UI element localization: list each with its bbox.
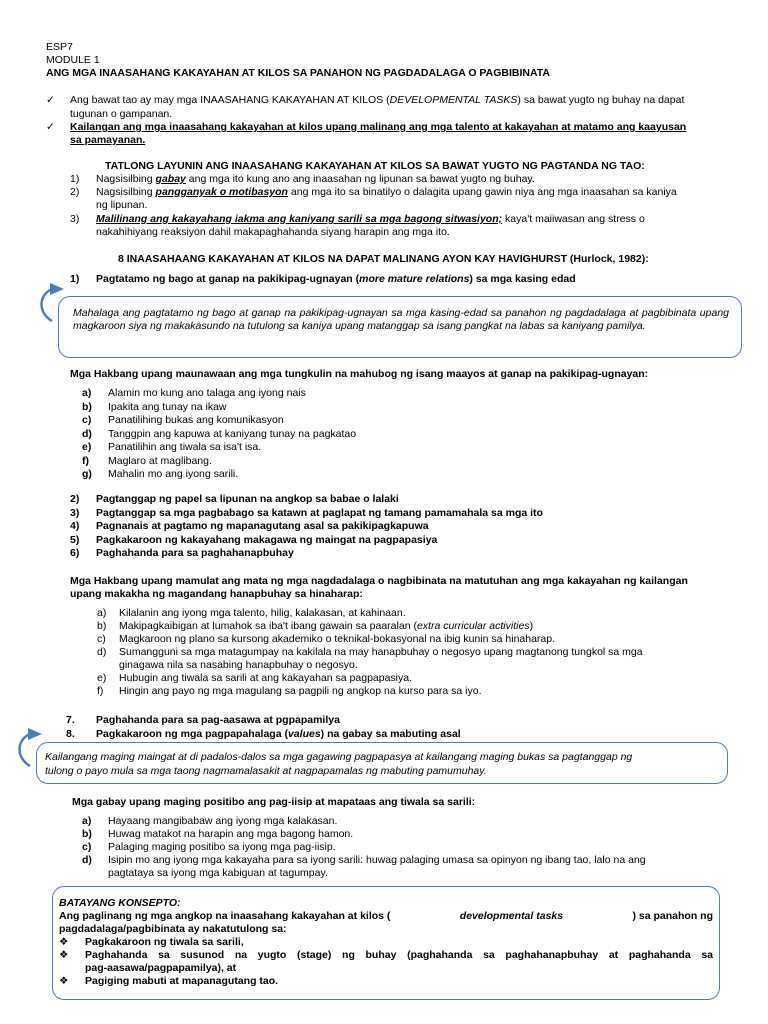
list-item-letter: c): [82, 414, 92, 426]
list-item-letter: a): [97, 607, 107, 619]
list-item-text: Huwag matakot na harapin ang mga bagong hamon.: [108, 828, 354, 840]
check-item-1-emphasis: DEVELOPMENTAL TASKS: [389, 94, 518, 106]
module-label: MODULE 1: [46, 54, 100, 66]
item-number: 7.: [66, 714, 75, 726]
item-number: 6): [70, 547, 80, 559]
explanation-text-2-line2: tulong o payo mula sa mga taong nagmamalasakit at nagpapamalas ng mabuting pamumuhay.: [45, 765, 487, 777]
item-number: 5): [70, 533, 80, 546]
explanation-text-2: Kailangang maging maingat at di padalos-dalos sa mga gagawing pagpapasya at kailangang maging bukas sa pagtanggap ng: [45, 751, 633, 763]
list-item-letter: a): [82, 815, 92, 827]
havighurst-heading: 8 INAASAHAANG KAKAYAHAN AT KILOS NA DAPAT MALINANG AYON KAY HAVIGHURST (Hurlock, 1982):: [118, 253, 649, 265]
check-item-1-line2: tugunan o gampanan.: [70, 108, 173, 120]
list-item-text: Panatilihin ang tiwala sa isa't isa.: [108, 441, 262, 453]
list-item-letter: f): [97, 685, 104, 697]
layunin-item-emphasis: gabay: [155, 173, 186, 185]
list-item-text: Maglaro at maglibang.: [108, 454, 212, 467]
check-item-1-text-end: ) sa bawat yugto ng buhay na dapat: [517, 94, 685, 106]
item-text: Pagtanggap sa mga pagbabago sa katawn at paglapat ng tamang pamamahala sa mga ito: [96, 506, 543, 519]
layunin-item-num: 1): [70, 173, 80, 185]
list-item-letter: e): [82, 441, 92, 453]
hakbang-2-heading-line2: upang makakha ng magandang hanapbuhay sa hinaharap:: [70, 588, 363, 600]
layunin-item-text: Nagsisilbing: [96, 173, 156, 185]
bullet-text: Pagiging mabuti at mapanagutang tao.: [85, 975, 279, 987]
item-text: ) na gabay sa mabuting asal: [320, 728, 461, 740]
item-text: Pagtanggap ng papel sa lipunan na angkop sa babae o lalaki: [96, 493, 399, 505]
item-text: Paghahanda para sa pag-aasawa at pgpapamilya: [96, 714, 340, 726]
checkmark-icon: ✓: [46, 121, 55, 133]
checkmark-icon: ✓: [46, 94, 55, 106]
layunin-item-text: Nagsisilbing: [96, 186, 156, 198]
item-text: Pagtatamo ng bago at ganap na pakikipag-ugnayan (: [96, 273, 360, 285]
hakbang-2-heading: Mga Hakbang upang mamulat ang mata ng mga nagdadalaga o nagbibinata na matutuhan ang mga kakayahan ng kailangan: [70, 575, 688, 587]
diamond-bullet-icon: ❖: [59, 936, 69, 948]
list-item-letter: a): [82, 387, 92, 399]
list-item-text: Hayaang mangibabaw ang iyong mga kalakasan.: [108, 815, 338, 827]
list-item-text: Ipakita ang tunay na ikaw: [108, 400, 227, 413]
item-text: Pagkakaroon ng kakayahang makagawa ng maingat na pagpapasiya: [96, 533, 438, 546]
list-item-content: [119, 672, 412, 685]
bullet-text: Paghahanda sa susunod na yugto (stage) ng buhay (paghahanda sa paghahanapbuhay at paghahanda sa: [85, 949, 713, 961]
check-item-2-text: Kailangan ang mga inaasahang kakayahan at kilos upang malinang ang mga talento at kakayahan at matamo ang kaayusan: [70, 121, 687, 133]
layunin-item-text: ang mga ito kung ano ang inaasahan ng lipunan sa bawat yugto ng buhay.: [185, 173, 535, 185]
layunin-item-line2: nakahihiyang reaksiyon dahil makapaghahanda siyang harapin ang mga ito.: [96, 226, 450, 238]
list-item-content: [119, 607, 406, 620]
diamond-bullet-icon: ❖: [59, 949, 69, 961]
list-item-text-end: ): [529, 620, 534, 632]
layunin-item-text: ang mga ito sa binatilyo o dalagita upang gawin niya ang mga inaasahan sa kaniya: [287, 186, 677, 198]
batayang-text: ) sa panahon ng: [632, 910, 713, 922]
list-item-letter: d): [82, 854, 92, 866]
item-number: 1): [70, 273, 80, 285]
explanation-box-1: [58, 296, 742, 358]
check-item-2: [46, 121, 726, 149]
list-item-content: [119, 633, 555, 646]
item-emphasis: more mature relations: [359, 273, 470, 285]
batayang-line2: pagdadalaga/pagbibinata ay nakatutulong sa:: [59, 923, 287, 935]
check-item-1: [46, 94, 721, 122]
list-item-text: Sumangguni sa mga matagumpay na kakilala na may hanapbuhay o negosyo upang magtanong tungkol sa mga: [119, 646, 643, 658]
bullet-text-line2: pag-aasawa/pagpapamilya), at: [85, 962, 237, 974]
gabay-heading: Mga gabay upang maging positibo ang pag-iisip at mapataas ang tiwala sa sarili:: [72, 796, 476, 808]
check-item-1-text: Ang bawat tao ay may mga INAASAHANG KAKAYAHAN AT KILOS (: [70, 94, 390, 106]
list-item-content: [119, 685, 482, 698]
list-item-letter: e): [97, 672, 107, 684]
item-text: Paghahanda para sa paghahanapbuhay: [96, 547, 294, 559]
list-item-text: Hingin ang payo ng mga magulang sa pagpili ng angkop na kurso para sa iyo.: [119, 685, 482, 697]
list-item-letter: b): [97, 620, 107, 632]
list-item-line2: ginagawa nila sa nasabing hanapbuhay o negosyo.: [119, 659, 358, 671]
explanation-text-1: Mahalaga ang pagtatamo ng bago at ganap na pakikipag-ugnayan sa mga kasing-edad sa panahon ng pagdadalaga at pagbibinata upang magkaroon siya ng makakasundo na tutulong sa kaniya upang matanggap sa isang pangkat na labas sa kaniyang pamilya.: [73, 307, 729, 332]
list-item-letter: f): [82, 454, 89, 467]
list-item-text: Magkaroon ng plano sa kursong akademiko o teknikal-bokasyonal na ibig kunin sa hinaharap.: [119, 633, 556, 645]
list-item-letter: d): [82, 427, 92, 440]
batayang-konsepto-box: [52, 886, 720, 1000]
layunin-heading: TATLONG LAYUNIN ANG INAASAHANG KAKAYAHAN AT KILOS SA BAWAT YUGTO NG PAGTANDA NG TAO:: [105, 160, 645, 172]
list-item-letter: b): [82, 400, 92, 413]
list-item-letter: b): [82, 828, 92, 840]
item-text: ) sa mga kasing edad: [469, 273, 576, 285]
explanation-box-2: [36, 742, 728, 784]
item-emphasis: values: [287, 728, 321, 740]
list-item-text: Palaging maging positibo sa iyong mga pag-iisip.: [108, 841, 336, 853]
item-number: 4): [70, 520, 80, 532]
list-item-line2: pagtataya sa iyong mga kabiguan at tagumpay.: [108, 867, 328, 879]
list-item-letter: c): [82, 841, 92, 853]
batayang-emphasis: developmental tasks: [459, 910, 564, 922]
item-text: Pagkakaroon ng mga pagpapahalaga (: [96, 728, 288, 740]
list-item-text: Hubugin ang tiwala sa sarili at ang kakayahan sa pagpapasiya.: [119, 672, 413, 684]
list-item-content: [119, 646, 643, 659]
item-number: 2): [70, 493, 80, 505]
list-item-letter: d): [97, 646, 107, 658]
layunin-item-text: kaya't maiiwasan ang stress o: [502, 213, 645, 225]
hakbang-1-heading: Mga Hakbang upang maunawaan ang mga tungkulin na mahubog ng isang maayos at ganap na pakikipag-ugnayan:: [70, 368, 649, 380]
batayang-text: Ang paglinang ng mga angkop na inaasahang kakayahan at kilos (: [59, 910, 391, 922]
diamond-bullet-icon: ❖: [59, 975, 69, 987]
list-item-text: Tanggpin ang kapuwa at kaniyang tunay na pagkatao: [108, 427, 357, 440]
list-item-letter: g): [82, 468, 92, 480]
item-number: 3): [70, 506, 80, 519]
batayang-konsepto-heading: BATAYANG KONSEPTO:: [59, 897, 181, 909]
item-text: Pagnanais at pagtamo ng mapanagutang asal sa pakikipagkapuwa: [96, 520, 429, 532]
batayang-line1: [59, 910, 713, 923]
bullet-text: Pagkakaroon ng tiwala sa sarili,: [85, 936, 244, 948]
layunin-item-emphasis: pangganyak o motibasyon: [155, 186, 288, 198]
list-item-text: Kilalanin ang iyong mga talento, hilig, kalakasan, at kahinaan.: [119, 607, 406, 619]
list-item-content: [119, 620, 533, 633]
layunin-item-line2: ng lipunan.: [96, 199, 148, 211]
check-item-2-line2: sa pamayanan.: [70, 134, 146, 146]
list-item-text: Makipagkaibigan at lumahok sa iba't ibang gawain sa paaralan (: [119, 620, 417, 632]
list-item-text: Mahalin mo ang iyong sarili.: [108, 468, 239, 480]
list-item-letter: c): [97, 633, 106, 645]
layunin-item-num: 3): [70, 213, 80, 225]
list-item-text: Panatilihing bukas ang komunikasyon: [108, 414, 284, 426]
list-item-emphasis: extra curricular activities: [416, 620, 530, 632]
subject-label: ESP7: [46, 41, 73, 53]
layunin-item-num: 2): [70, 186, 80, 198]
list-item-text: Isipin mo ang iyong mga kakayaha para sa iyong sarili: huwag palaging umasa sa opinyon ng ibang tao, lalo na ang: [108, 854, 646, 866]
layunin-item-emphasis: Malilinang ang kakayahang iakma ang kaniyang sarili sa mga bagong sitwasiyon;: [96, 213, 503, 225]
item-number: 8.: [66, 728, 75, 740]
list-item-text: Alamin mo kung ano talaga ang iyong nais: [108, 387, 306, 399]
document-title: ANG MGA INAASAHANG KAKAYAHAN AT KILOS SA PANAHON NG PAGDADALAGA O PAGBIBINATA: [46, 67, 551, 79]
